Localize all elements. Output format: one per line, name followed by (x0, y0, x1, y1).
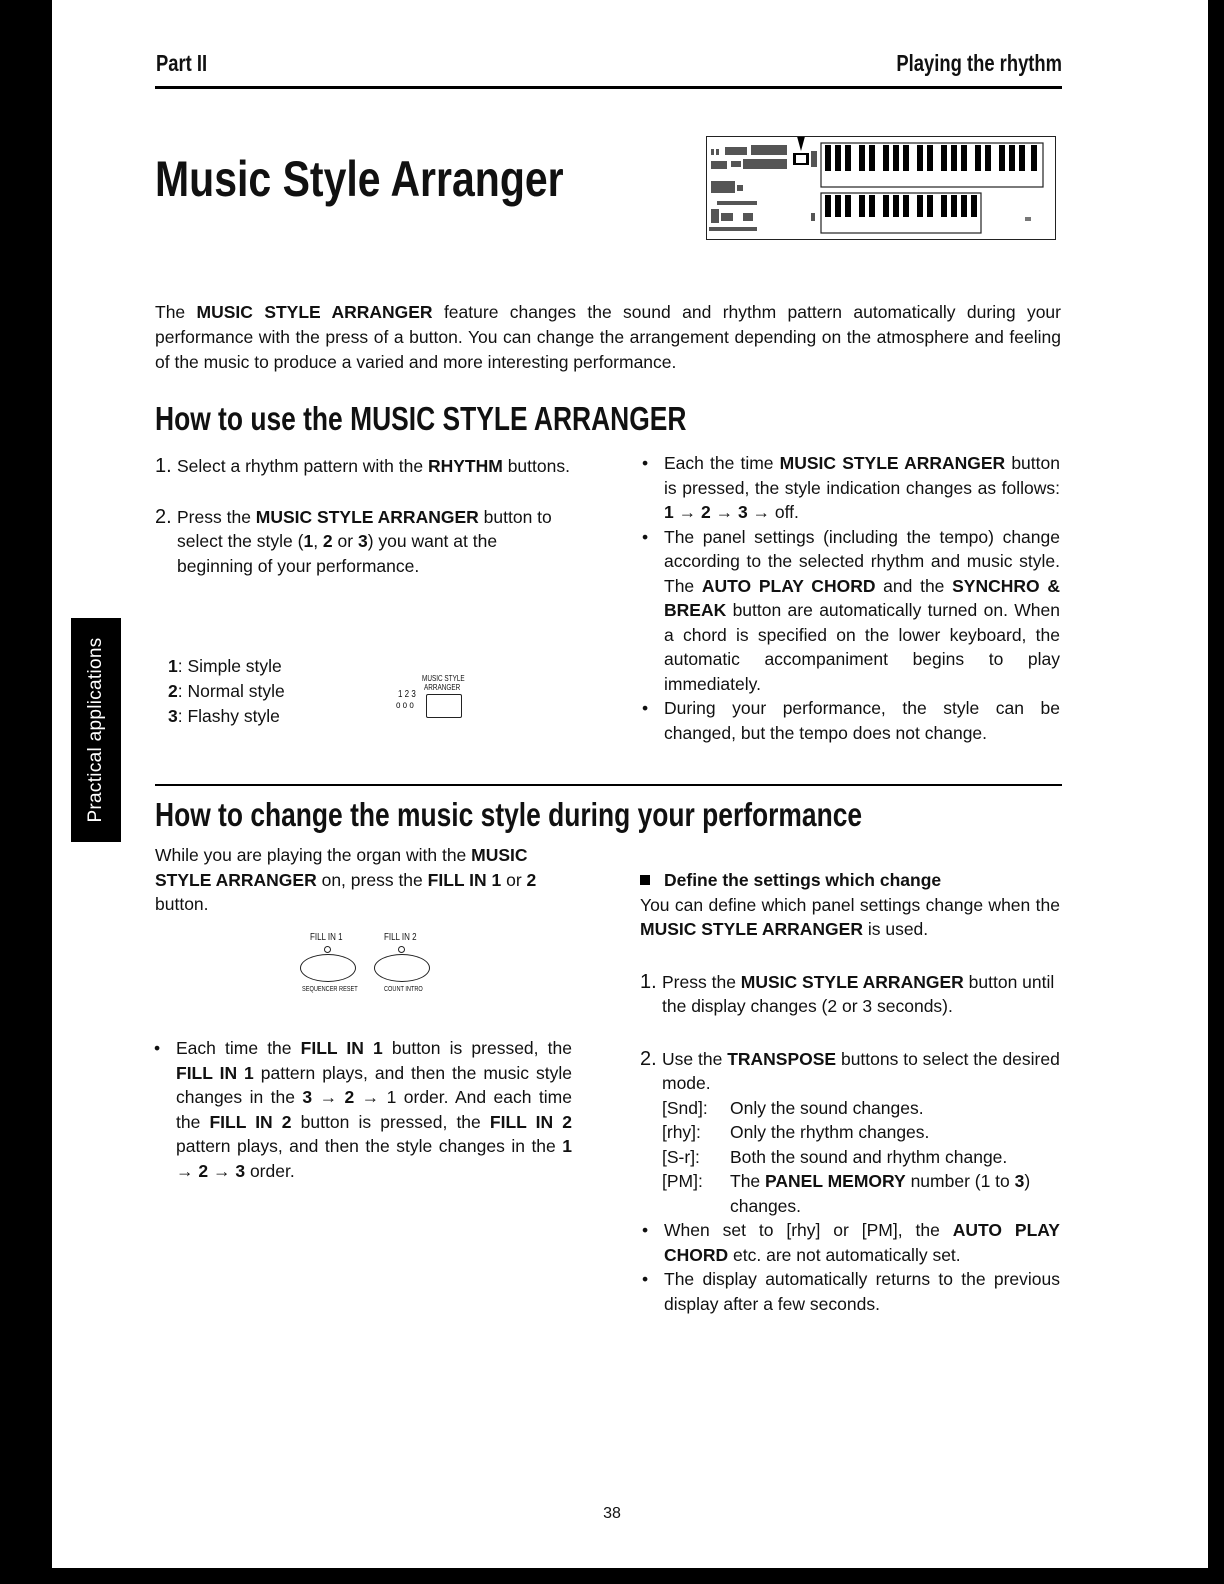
section2-right-column (640, 868, 1060, 1316)
fill-in-1-label: FILL IN 1 (310, 932, 343, 943)
section-divider (155, 784, 1062, 786)
fill-in-2-button[interactable] (374, 954, 430, 982)
style-item: 3: Flashy style (168, 706, 280, 726)
fill-in-buttons-figure (298, 928, 438, 1000)
section1-right-column (640, 451, 1060, 745)
music-style-arranger-button-figure (396, 674, 466, 722)
section2-left-column (155, 843, 575, 917)
section2-left-bullets (152, 1036, 572, 1183)
button-label-line2: ARRANGER (424, 683, 461, 692)
bullet-tempo: • During your performance, the style can be changed, but the tempo does not change. (640, 696, 1060, 745)
step-1: 1. Select a rhythm pattern with the RHYTHM buttons. (155, 455, 570, 477)
bullet-panel-settings: • The panel settings (including the tempo) change according to the selected rhythm and music style. The AUTO PLAY CHORD and the SYNCHRO & BREAK button are automatically turned on. When a chord is specified on the lower keyboard, the automatic accompaniment begins to play immediately. (640, 525, 1060, 697)
bullet-fill-in-order: • Each time the FILL IN 1 button is pressed, the FILL IN 1 pattern plays, and then the music style changes in the 3 → 2 → 1 order. And each time the FILL IN 2 button is pressed, the FILL IN 2 pattern plays, and then the style changes in the 1 → 2 → 3 order. (152, 1036, 572, 1183)
side-tab (71, 618, 121, 842)
section2-heading: How to change the music style during your performance (155, 796, 863, 833)
bullet-display-returns: • The display automatically returns to the previous display after a few seconds. (640, 1267, 1060, 1316)
section1-heading: How to use the MUSIC STYLE ARRANGER (155, 400, 687, 437)
header-rule (155, 86, 1062, 89)
define-step-2: 2. Use the TRANSPOSE buttons to select the desired mode. (640, 1047, 1060, 1093)
header-part: Part II (156, 50, 208, 76)
style-item: 2: Normal style (168, 681, 285, 701)
button-label-line1: MUSIC STYLE (422, 674, 465, 683)
bullet-rhy-pm: • When set to [rhy] or [PM], the AUTO PLAY CHORD etc. are not automatically set. (640, 1218, 1060, 1267)
fill-in-2-label: FILL IN 2 (384, 932, 417, 943)
page-title: Music Style Arranger (155, 151, 564, 207)
button-leds: o o o (396, 700, 414, 711)
style-list (168, 654, 285, 729)
lcd-display-graphic (707, 137, 1055, 239)
side-tab-label: Practical applications (85, 637, 106, 823)
mode-row: [rhy]: Only the rhythm changes. (662, 1122, 930, 1142)
fill-in-1-button[interactable] (300, 954, 356, 982)
count-intro-label: COUNT INTRO (384, 986, 423, 993)
music-style-arranger-button[interactable] (426, 694, 462, 718)
mode-list (640, 1096, 1060, 1219)
page-border-left (0, 0, 52, 1584)
mode-row: [S-r]: Both the sound and rhythm change. (662, 1146, 1008, 1167)
button-numbers: 1 2 3 (398, 689, 416, 700)
mode-row: [Snd]: Only the sound changes. (662, 1097, 924, 1118)
page-border-bottom (0, 1568, 1224, 1584)
define-heading: Define the settings which change (640, 868, 1060, 893)
page-border-right (1208, 0, 1224, 1584)
style-item: 1: Simple style (168, 656, 282, 676)
section2-lead: While you are playing the organ with the MUSIC STYLE ARRANGER on, press the FILL IN 1 or 2 button. (155, 845, 537, 914)
lcd-display-illustration (706, 136, 1056, 240)
header-section: Playing the rhythm (896, 50, 1062, 76)
fill-in-2-led (398, 946, 405, 953)
define-step-1: 1. Press the MUSIC STYLE ARRANGER button until the display changes (2 or 3 seconds). (640, 970, 1055, 1016)
section1-left-column (155, 454, 575, 578)
define-text: You can define which panel settings change when the MUSIC STYLE ARRANGER is used. (640, 894, 1060, 939)
sequencer-reset-label: SEQUENCER RESET (302, 986, 358, 993)
page-number: 38 (603, 1505, 621, 1522)
intro-paragraph: The MUSIC STYLE ARRANGER feature changes the sound and rhythm pattern automatically during your performance with the press of a button. You can change the arrangement depending on the atmosphere and feeling of the music to produce a varied and more interesting performance. (155, 302, 1061, 372)
step-2: 2. Press the MUSIC STYLE ARRANGER button to select the style (1, 2 or 3) you want at the beginning of your performance. (155, 505, 552, 576)
fill-in-1-led (324, 946, 331, 953)
bullet-style-indication: • Each the time MUSIC STYLE ARRANGER button is pressed, the style indication changes as follows: 1 → 2 → 3 → off. (640, 451, 1060, 525)
mode-row: [PM]: The PANEL MEMORY number (1 to 3) changes. (662, 1171, 1031, 1216)
